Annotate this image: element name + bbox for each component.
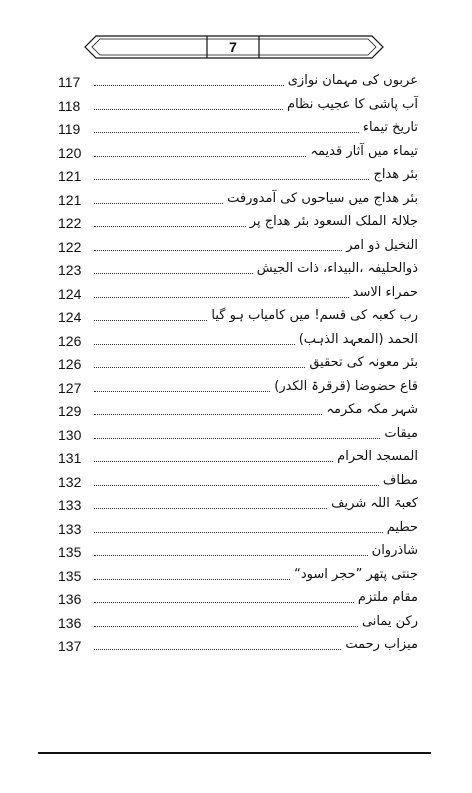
toc-entry [58,162,418,184]
dot-leader [94,178,369,180]
toc-entry-title: الحمد (المعہد الذہب) [298,331,418,347]
toc-entry-title: تاریخ تیماء [362,120,418,135]
toc-entry [58,374,418,396]
dot-leader [94,507,327,509]
toc-entry-title: بئر ھداج [373,167,418,182]
toc-entry-page-number: 133 [58,497,82,513]
toc-entry-page-number: 132 [58,473,82,490]
toc-entry [58,491,418,513]
toc-entry-title: رب کعبہ کی قسم! میں کامیاب ہو گیا [211,308,418,323]
toc-entry-page-number: 137 [58,638,82,654]
toc-entry-title: رکن یمانی [361,613,418,629]
toc-entry-title: مقام ملتزم [357,590,418,605]
toc-entry-title: تیماء میں آثار قدیمہ [310,143,418,159]
toc-entry-page-number: 124 [58,309,82,325]
toc-entry-page-number: 121 [58,191,82,208]
toc-entry [58,515,418,537]
toc-entry [58,562,418,584]
toc-entry-title: المسجد الحرام [337,449,418,464]
dot-leader [94,249,342,251]
toc-entry-title: حطیم [386,519,418,535]
toc-entry [58,397,418,419]
dot-leader [94,390,270,392]
dot-leader [94,625,358,627]
toc-entry-title: ذوالحلیفہ ،البیداء، ذات الجیش [256,261,418,276]
toc-entry [58,256,418,278]
dot-leader [94,601,354,603]
toc-entry-title: شاذروان [371,543,418,558]
toc-entry [58,115,418,137]
toc-entry-page-number: 124 [58,285,82,302]
toc-entry-title: عربوں کی مہمان نوازی [287,73,418,88]
toc-entry [58,186,418,208]
dot-leader [94,319,207,321]
toc-entry-page-number: 135 [58,544,82,560]
toc-entry-title: کعبۃ اللہ شریف [331,496,418,511]
dot-leader [94,578,290,580]
toc-entry-page-number: 130 [58,426,82,443]
toc-entry [58,68,418,90]
toc-entry-page-number: 122 [58,215,82,231]
toc-entry-page-number: 129 [58,403,82,419]
dot-leader [94,131,359,133]
toc-entry-page-number: 133 [58,520,82,537]
dot-leader [94,84,284,86]
toc-entry-title: حمراء الاسد [352,284,418,300]
dot-leader [94,366,305,368]
dot-leader [94,648,341,650]
page-number: 7 [229,39,237,55]
dot-leader [94,437,380,439]
toc-entry-title: بئر ھداج میں سیاحوں کی آمدورفت [227,190,418,206]
toc-entry [58,209,418,231]
toc-entry [58,538,418,560]
dot-leader [94,460,333,462]
toc-entry [58,632,418,654]
toc-entry-page-number: 121 [58,168,82,184]
toc-entry [58,585,418,607]
toc-entry [58,421,418,443]
toc-entry-page-number: 126 [58,356,82,372]
toc-entry-page-number: 123 [58,262,82,278]
toc-entry-title: شہر مکہ مکرمہ [326,402,418,417]
dot-leader [94,108,283,110]
toc-entry [58,303,418,325]
toc-entry-page-number: 122 [58,238,82,255]
dot-leader [94,155,306,157]
toc-entry [58,327,418,349]
toc-entry-page-number: 127 [58,379,82,396]
dot-leader [94,202,223,204]
toc-entry [58,233,418,255]
dot-leader [94,296,349,298]
toc-entry-title: قاع حضوضا (قرقرۃ الکدر) [274,378,418,394]
dot-leader [94,343,295,345]
toc-entry-page-number: 136 [58,614,82,631]
toc-entry-page-number: 131 [58,450,82,466]
toc-entry-title: میقات [384,425,418,441]
toc-entry-title: مطاف [382,472,418,488]
toc-entry [58,280,418,302]
toc-entry-page-number: 120 [58,144,82,161]
toc-entry [58,468,418,490]
toc-entry-title: آب پاشی کا عجیب نظام [287,96,418,112]
toc-entry-title: النخیل ذو امر [346,237,418,253]
toc-entry [58,92,418,114]
toc-entry-title: جنتی پتھر ”حجر اسود“ [294,566,418,582]
dot-leader [94,413,322,415]
toc-entry-title: میزاب رحمت [345,637,418,652]
toc-entry [58,139,418,161]
dot-leader [94,554,368,556]
toc-entry-page-number: 126 [58,332,82,349]
dot-leader [94,531,383,533]
toc-entry-page-number: 135 [58,567,82,584]
toc-entry-page-number: 119 [58,121,81,137]
toc-entry-page-number: 136 [58,591,82,607]
toc-entry-page-number: 118 [58,97,81,114]
dot-leader [94,225,246,227]
toc-entry [58,350,418,372]
toc-entry-title: جلالۃ الملک السعود بئر ھداج پر [249,214,418,229]
dot-leader [94,272,253,274]
dot-leader [94,484,379,486]
toc-entry [58,609,418,631]
toc-entry-page-number: 117 [58,74,81,90]
footer-rule [38,752,431,754]
toc-entry [58,444,418,466]
toc-entry-title: بئر معونہ کی تحقیق [309,355,418,370]
